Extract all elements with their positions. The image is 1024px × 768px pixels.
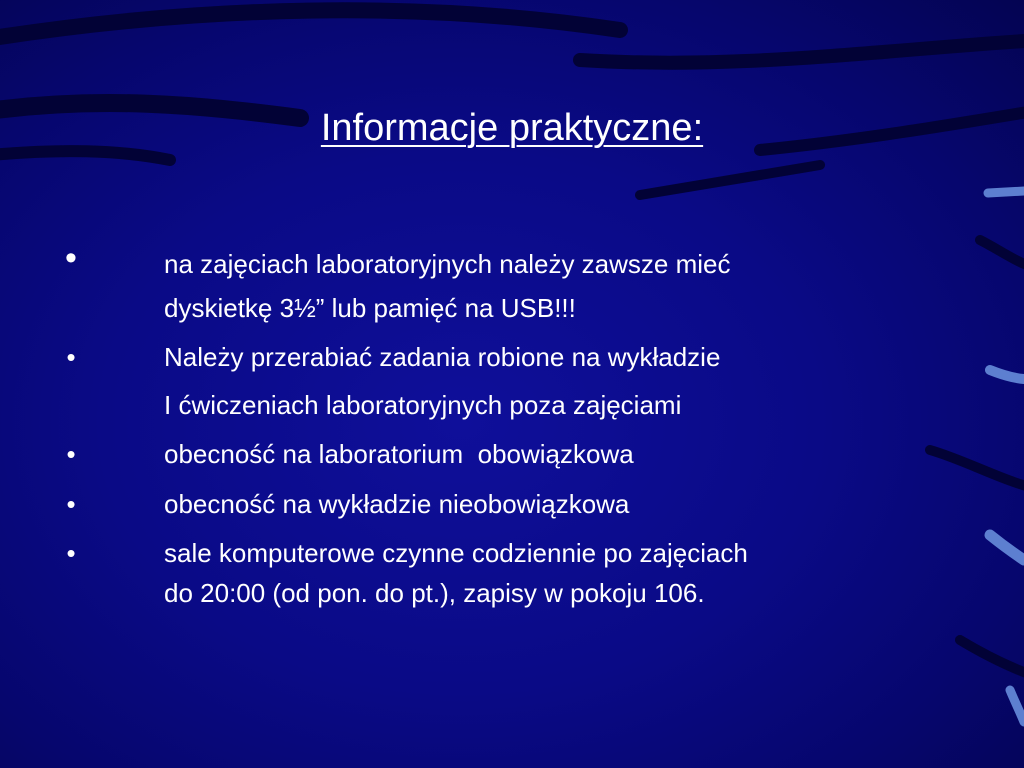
bullet-marker: •: [66, 489, 76, 519]
bullet-text: dyskietkę 3½” lub pamięć na USB!!!: [164, 293, 576, 323]
background-swoosh: [960, 640, 1024, 678]
background-swoosh: [580, 40, 1024, 63]
bullet-marker: •: [66, 342, 76, 372]
bullet-marker: •: [66, 439, 76, 469]
bullet-marker: •: [66, 538, 76, 568]
background-swoosh: [0, 151, 170, 160]
bullet-text: Należy przerabiać zadania robione na wykładzie: [164, 342, 721, 372]
accent-swoosh: [988, 191, 1024, 193]
background-swoosh: [640, 165, 820, 195]
bullet-text: obecność na laboratorium obowiązkowa: [164, 439, 634, 469]
bullet-text: do 20:00 (od pon. do pt.), zapisy w pokoju 106.: [164, 578, 705, 608]
bullet-text: obecność na wykładzie nieobowiązkowa: [164, 489, 630, 519]
background-swoosh: [0, 10, 620, 40]
accent-swoosh: [1010, 690, 1024, 722]
bullet-text: sale komputerowe czynne codziennie po zajęciach: [164, 538, 748, 568]
bullet-marker: •: [65, 239, 77, 277]
bullet-text: I ćwiczeniach laboratoryjnych poza zajęciami: [164, 390, 682, 420]
bullet-text: na zajęciach laboratoryjnych należy zawsze mieć: [164, 249, 731, 279]
slide-title: Informacje praktyczne:: [320, 107, 704, 149]
